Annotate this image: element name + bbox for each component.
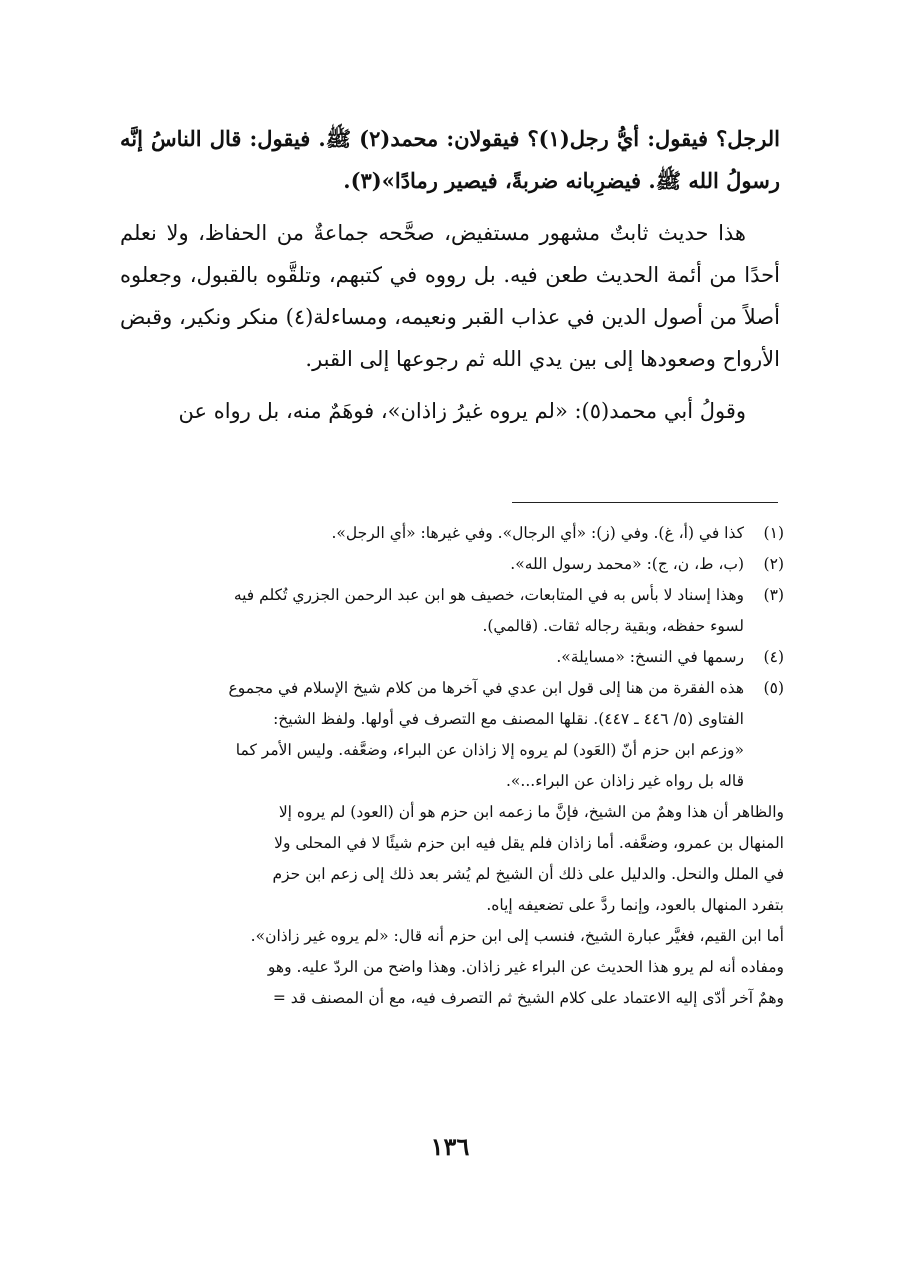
footnote-number: (٥): [763, 679, 784, 697]
footnote-line: «وزعم ابن حزم أنّ (العَود) لم يروه إلا زاذان عن البراء، وضعَّفه. وليس الأمر كما: [235, 741, 744, 759]
footnote-4: [120, 642, 784, 673]
footnote-divider: [512, 502, 778, 503]
footnote-line: وهذا إسناد لا بأس به في المتابعات، خصيف هو ابن عبد الرحمن الجزري تُكلم فيه: [233, 586, 744, 604]
footnote-number: (٤): [763, 648, 784, 666]
footnote-3: [120, 580, 784, 642]
footnote-number: (٣): [763, 586, 784, 604]
footnote-line: رسمها في النسخ: «مسايلة».: [556, 648, 744, 666]
footnote-text: [120, 549, 744, 580]
footnote-line: بتفرد المنهال بالعود، وإنما ردَّ على تضعيفه إياه.: [486, 896, 784, 914]
footnote-line: أما ابن القيم، فغيَّر عبارة الشيخ، فنسب إلى ابن حزم أنه قال: «لم يروه غير زاذان».: [250, 927, 784, 945]
main-text: [120, 118, 780, 442]
footnote-line: لسوء حفظه، وبقية رجاله ثقات. (قالمي).: [482, 617, 744, 635]
footnotes-section: [120, 518, 784, 1014]
footnote-line: الفتاوى (٥/ ٤٤٦ ـ ٤٤٧). نقلها المصنف مع التصرف في أولها. ولفظ الشيخ:: [273, 710, 744, 728]
footnote-text: [120, 580, 744, 642]
footnote-text: [120, 673, 744, 797]
footnote-line: ومفاده أنه لم يرو هذا الحديث عن البراء غير زاذان. وهذا واضح من الردّ عليه. وهو: [267, 958, 784, 976]
footnote-line: قاله بل رواه غير زاذان عن البراء...».: [506, 772, 744, 790]
footnote-1: [120, 518, 784, 549]
footnote-text: [120, 642, 744, 673]
footnote-text: [120, 518, 744, 549]
footnote-line: كذا في (أ، غ). وفي (ز): «أي الرجال». وفي غيرها: «أي الرجل».: [331, 524, 744, 542]
footnote-line: في الملل والنحل. والدليل على ذلك أن الشيخ لم يُشر بعد ذلك إلى زعم ابن حزم: [272, 865, 784, 883]
footnote-number: (٢): [763, 555, 784, 573]
footnote-5-continuation-1: [120, 797, 784, 921]
footnote-line: وهمٌ آخر أدّى إليه الاعتماد على كلام الشيخ ثم التصرف فيه، مع أن المصنف قد =: [272, 989, 784, 1007]
footnote-line: (ب، ط، ن، ج): «محمد رسول الله».: [510, 555, 744, 573]
footnote-5: [120, 673, 784, 797]
paragraph-abu-muhammad: وقولُ أبي محمد(٥): «لم يروه غيرُ زاذان»، فوهَمٌ منه، بل رواه عن: [178, 399, 746, 423]
footnote-line: والظاهر أن هذا وهمٌ من الشيخ، فإنَّ ما زعمه ابن حزم هو أن (العود) لم يروه إلا: [278, 803, 784, 821]
paragraph-hadith-commentary: هذا حديث ثابتٌ مشهور مستفيض، صحَّحه جماعةٌ من الحفاظ، ولا نعلم أحدًا من أئمة الحديث طعن فيه. بل رووه في كتبهم، وتلقَّوه بالقبول، وجعلوه أصلاً من أصول الدين في عذاب القبر ونعيمه، ومساءلة(٤) منكر ونكير، وقبض الأرواح وصعودها إلى بين يدي الله ثم رجوعها إلى القبر.: [120, 221, 780, 371]
page-number: ١٣٦: [430, 1132, 470, 1161]
footnote-text: [120, 797, 784, 921]
footnote-text: [120, 921, 784, 1014]
footnote-number: (١): [763, 524, 784, 542]
footnote-line: المنهال بن عمرو، وضعَّفه. أما زاذان فلم يقل فيه ابن حزم شيئًا لا في المحلى ولا: [274, 834, 784, 852]
footnote-2: [120, 549, 784, 580]
footnote-5-continuation-2: [120, 921, 784, 1014]
footnote-line: هذه الفقرة من هنا إلى قول ابن عدي في آخرها من كلام شيخ الإسلام في مجموع: [228, 679, 744, 697]
paragraph-hadith-ending: الرجل؟ فيقول: أيُّ رجل(١)؟ فيقولان: محمد(٢) ﷺ. فيقول: قال الناسُ إنَّه رسولُ الله ﷺ. فيضرِبانه ضربةً، فيصير رمادًا»(٣).: [120, 126, 781, 193]
